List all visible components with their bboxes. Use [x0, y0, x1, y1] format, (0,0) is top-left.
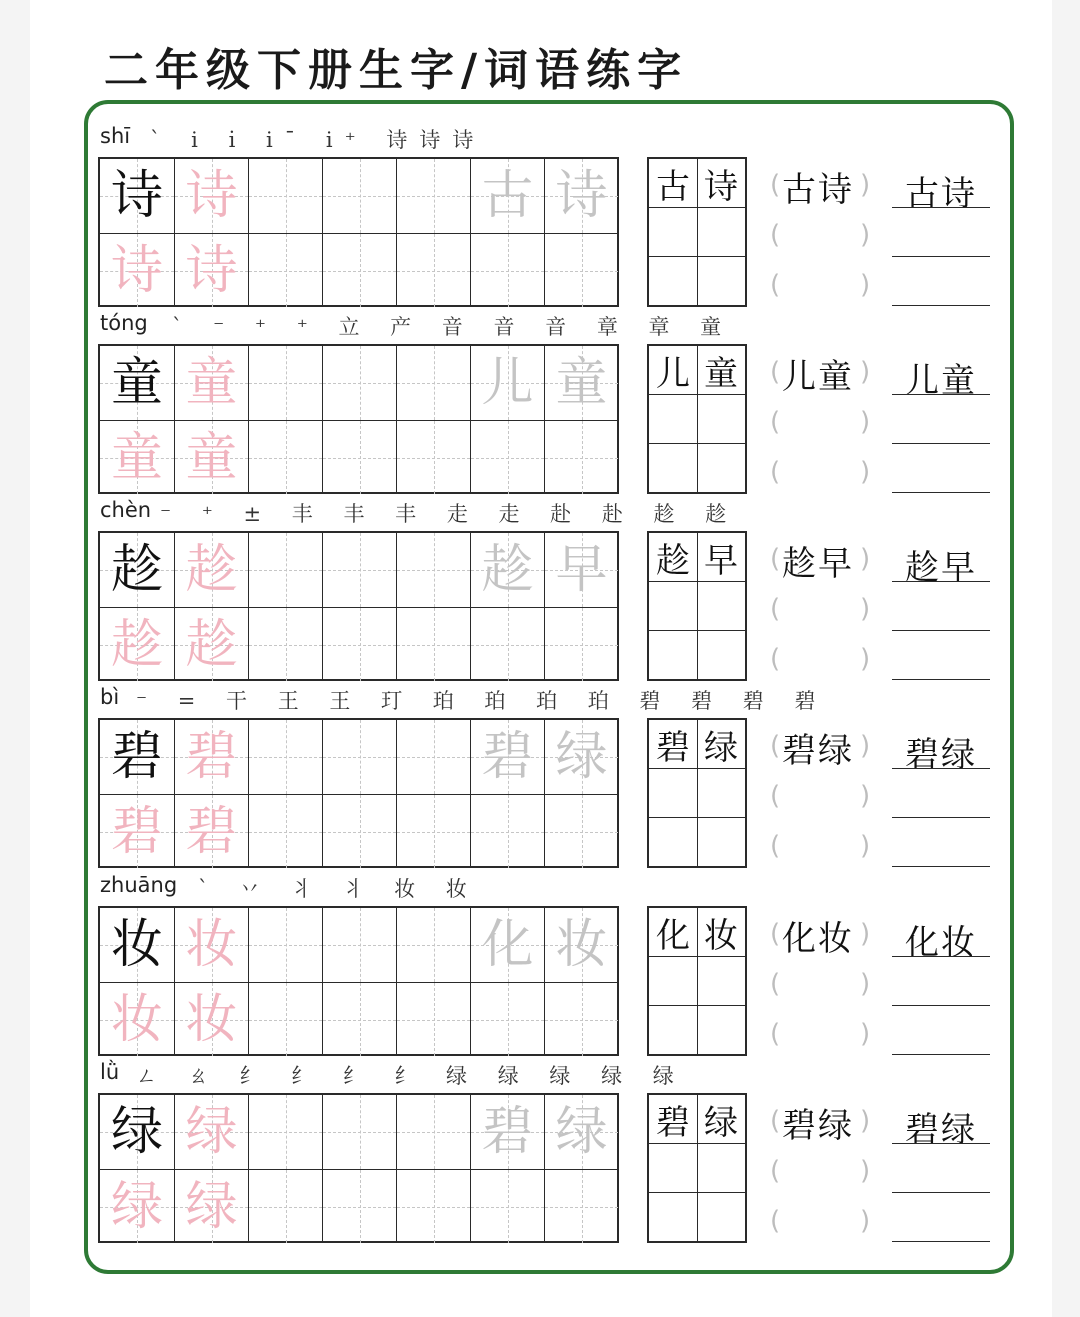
grid-cell[interactable] — [470, 420, 544, 494]
guide-line — [286, 720, 287, 794]
page-title: 二年级下册生字/词语练字 — [104, 45, 689, 96]
bracket-mark: ( — [770, 1206, 781, 1236]
grid-character: 诗 — [555, 166, 608, 226]
grid-cell[interactable] — [544, 1095, 618, 1169]
grid-character: 妆 — [185, 989, 238, 1050]
grid-cell[interactable] — [174, 233, 248, 307]
grid-cell[interactable] — [100, 982, 174, 1056]
guide-line — [434, 1170, 435, 1243]
word-box — [647, 531, 747, 681]
grid-character: 趁 — [110, 540, 163, 600]
grid-cell[interactable] — [248, 533, 322, 607]
guide-line — [582, 795, 583, 868]
pinyin-label: shī — [100, 124, 131, 148]
grid-character: 绿 — [185, 1102, 238, 1162]
writing-line[interactable] — [892, 256, 990, 257]
bracket-mark: ) — [860, 407, 871, 437]
guide-line — [508, 983, 509, 1056]
bracket-mark: ( — [770, 357, 781, 387]
bracket-mark: ) — [860, 270, 871, 300]
grid-cell[interactable] — [174, 533, 248, 607]
guide-line — [434, 795, 435, 868]
writing-grid — [98, 1093, 619, 1243]
word-box-divider — [697, 533, 698, 679]
word-box-divider — [649, 1005, 745, 1006]
grid-character: 碧 — [481, 1102, 534, 1162]
guide-line — [582, 608, 583, 681]
bracket-mark: ) — [860, 831, 871, 861]
grid-cell[interactable] — [100, 533, 174, 607]
grid-character: 童 — [555, 353, 608, 413]
bracket-mark: ) — [860, 457, 871, 487]
grid-cell[interactable] — [396, 346, 470, 420]
word-box-divider — [697, 720, 698, 866]
grid-cell[interactable] — [544, 794, 618, 868]
grid-character: 妆 — [110, 989, 163, 1050]
guide-line — [360, 720, 361, 794]
grid-cell[interactable] — [248, 607, 322, 681]
guide-line — [360, 346, 361, 420]
grid-character: 妆 — [555, 915, 608, 975]
writing-line[interactable] — [892, 207, 990, 208]
grid-cell[interactable] — [470, 720, 544, 794]
writing-grid — [98, 157, 619, 307]
grid-cell[interactable] — [248, 346, 322, 420]
guide-line — [434, 908, 435, 982]
word-box — [647, 344, 747, 494]
grid-character: 童 — [185, 353, 238, 413]
word-on-line: 儿童 — [905, 361, 977, 401]
guide-line — [434, 608, 435, 681]
word-box-character: 妆 — [704, 915, 738, 956]
grid-cell[interactable] — [100, 159, 174, 233]
bracket-mark: ( — [770, 220, 781, 250]
word-on-line: 碧绿 — [905, 735, 977, 775]
guide-line — [582, 1170, 583, 1243]
guide-line — [286, 608, 287, 681]
stroke-order: ⁻ ⁺ ± 丰 丰 丰 走 走 赴 赴 趁 趁 — [160, 502, 739, 526]
grid-cell[interactable] — [100, 233, 174, 307]
grid-cell[interactable] — [248, 1169, 322, 1243]
character-entry — [0, 486, 1080, 673]
word-on-line: 化妆 — [905, 923, 977, 963]
guide-line — [360, 533, 361, 607]
word-in-brackets: 碧绿 — [782, 731, 854, 771]
character-entry — [0, 299, 1080, 486]
grid-character: 童 — [185, 427, 238, 488]
grid-character: 绿 — [555, 727, 608, 787]
word-box-character: 古 — [656, 166, 690, 207]
bracket-mark: ) — [860, 357, 871, 387]
writing-grid — [98, 344, 619, 494]
grid-cell[interactable] — [322, 982, 396, 1056]
bracket-mark: ( — [770, 831, 781, 861]
grid-cell[interactable] — [100, 794, 174, 868]
grid-cell[interactable] — [322, 794, 396, 868]
bracket-mark: ) — [860, 220, 871, 250]
writing-line[interactable] — [892, 1241, 990, 1242]
grid-character: 诗 — [110, 240, 163, 301]
guide-line — [360, 983, 361, 1056]
word-box-character: 趁 — [656, 540, 690, 581]
word-box-character: 碧 — [656, 1102, 690, 1143]
guide-line — [286, 908, 287, 982]
writing-line[interactable] — [892, 817, 990, 818]
grid-cell[interactable] — [396, 233, 470, 307]
bracket-mark: ( — [770, 270, 781, 300]
word-box-divider — [649, 394, 745, 395]
grid-cell[interactable] — [396, 794, 470, 868]
word-box-divider — [697, 1095, 698, 1241]
guide-line — [360, 795, 361, 868]
writing-line[interactable] — [892, 768, 990, 769]
grid-cell[interactable] — [100, 607, 174, 681]
bracket-mark: ( — [770, 544, 781, 574]
word-box-divider — [649, 1192, 745, 1193]
grid-cell[interactable] — [396, 1169, 470, 1243]
grid-character: 诗 — [110, 166, 163, 226]
bracket-mark: ) — [860, 1156, 871, 1186]
guide-line — [508, 608, 509, 681]
word-box-character: 儿 — [656, 353, 690, 394]
word-in-brackets: 儿童 — [782, 357, 854, 397]
grid-character: 诗 — [185, 166, 238, 226]
stroke-order: ` 丷 丬 丬 妆 妆 — [198, 877, 479, 901]
guide-line — [434, 983, 435, 1056]
guide-line — [360, 908, 361, 982]
grid-cell[interactable] — [248, 159, 322, 233]
character-entry — [0, 112, 1080, 299]
word-box-divider — [649, 956, 745, 957]
grid-cell[interactable] — [396, 533, 470, 607]
grid-character: 趁 — [110, 614, 163, 675]
writing-grid — [98, 718, 619, 868]
word-on-line: 碧绿 — [905, 1110, 977, 1150]
grid-cell[interactable] — [470, 159, 544, 233]
grid-cell[interactable] — [322, 233, 396, 307]
grid-cell[interactable] — [470, 1095, 544, 1169]
grid-cell[interactable] — [174, 794, 248, 868]
word-box-divider — [649, 207, 745, 208]
writing-line[interactable] — [892, 1192, 990, 1193]
word-in-brackets: 化妆 — [782, 919, 854, 959]
pinyin-label: chèn — [100, 498, 152, 522]
bracket-mark: ) — [860, 594, 871, 624]
grid-cell[interactable] — [470, 794, 544, 868]
bracket-mark: ) — [860, 781, 871, 811]
character-entry — [0, 673, 1080, 860]
stroke-order: ` i i̇ iˉ i⁺ 诗诗诗 — [150, 128, 486, 152]
guide-line — [434, 720, 435, 794]
grid-cell[interactable] — [174, 908, 248, 982]
grid-character: 碧 — [110, 727, 163, 787]
grid-cell[interactable] — [396, 982, 470, 1056]
pinyin-label: tóng — [100, 311, 148, 335]
character-entry — [0, 1048, 1080, 1235]
guide-line — [360, 608, 361, 681]
word-box — [647, 718, 747, 868]
word-in-brackets: 碧绿 — [782, 1106, 854, 1146]
bracket-mark: ( — [770, 457, 781, 487]
word-box-divider — [649, 581, 745, 582]
grid-cell[interactable] — [248, 908, 322, 982]
writing-line[interactable] — [892, 1143, 990, 1144]
guide-line — [582, 421, 583, 494]
grid-character: 绿 — [110, 1176, 163, 1237]
grid-cell[interactable] — [174, 159, 248, 233]
grid-cell[interactable] — [174, 420, 248, 494]
pinyin-label: bì — [100, 685, 120, 709]
grid-cell[interactable] — [544, 533, 618, 607]
guide-line — [434, 234, 435, 307]
bracket-mark: ( — [770, 170, 781, 200]
grid-character: 碧 — [185, 801, 238, 862]
grid-cell[interactable] — [100, 1169, 174, 1243]
guide-line — [434, 159, 435, 233]
grid-character: 绿 — [555, 1102, 608, 1162]
guide-line — [360, 421, 361, 494]
grid-character: 童 — [110, 353, 163, 413]
guide-line — [286, 421, 287, 494]
word-box-divider — [697, 908, 698, 1054]
guide-line — [286, 234, 287, 307]
bracket-mark: ( — [770, 407, 781, 437]
writing-grid — [98, 906, 619, 1056]
grid-cell[interactable] — [100, 346, 174, 420]
word-box — [647, 157, 747, 307]
grid-cell[interactable] — [322, 720, 396, 794]
bracket-mark: ) — [860, 919, 871, 949]
grid-cell[interactable] — [174, 720, 248, 794]
grid-cell[interactable] — [470, 908, 544, 982]
word-box-character: 绿 — [704, 727, 738, 768]
word-box-character: 童 — [704, 353, 738, 394]
word-box-divider — [649, 630, 745, 631]
guide-line — [360, 1170, 361, 1243]
grid-character: 儿 — [481, 353, 534, 413]
grid-cell[interactable] — [396, 159, 470, 233]
grid-character: 早 — [555, 540, 608, 600]
guide-line — [508, 234, 509, 307]
word-box-character: 碧 — [656, 727, 690, 768]
grid-cell[interactable] — [248, 794, 322, 868]
word-box-character: 诗 — [704, 166, 738, 207]
grid-character: 童 — [110, 427, 163, 488]
guide-line — [360, 159, 361, 233]
grid-cell[interactable] — [100, 908, 174, 982]
bracket-mark: ( — [770, 1106, 781, 1136]
stroke-order: ㄥ ㄠ 纟 纟 纟 纟 绿 绿 绿 绿 绿 — [136, 1064, 686, 1088]
bracket-mark: ) — [860, 644, 871, 674]
stroke-order: ` ⁻ ⁺ ⁺ 立 产 音 音 音 章 章 童 — [172, 315, 734, 339]
guide-line — [286, 533, 287, 607]
bracket-mark: ) — [860, 1106, 871, 1136]
writing-line[interactable] — [892, 581, 990, 582]
grid-cell[interactable] — [470, 346, 544, 420]
word-box-divider — [649, 1143, 745, 1144]
grid-character: 绿 — [185, 1176, 238, 1237]
grid-character: 古 — [481, 166, 534, 226]
word-box-divider — [649, 256, 745, 257]
writing-line[interactable] — [892, 394, 990, 395]
grid-cell[interactable] — [396, 908, 470, 982]
grid-cell[interactable] — [544, 159, 618, 233]
grid-cell[interactable] — [100, 420, 174, 494]
guide-line — [360, 234, 361, 307]
grid-cell[interactable] — [544, 1169, 618, 1243]
guide-line — [508, 795, 509, 868]
word-on-line: 趁早 — [905, 548, 977, 588]
word-box-divider — [697, 346, 698, 492]
grid-cell[interactable] — [174, 1095, 248, 1169]
bracket-mark: ) — [860, 1019, 871, 1049]
grid-cell[interactable] — [470, 1169, 544, 1243]
word-box-character: 绿 — [704, 1102, 738, 1143]
grid-cell[interactable] — [248, 1095, 322, 1169]
grid-character: 诗 — [185, 240, 238, 301]
word-box-character: 早 — [704, 540, 738, 581]
grid-cell[interactable] — [174, 346, 248, 420]
guide-line — [582, 983, 583, 1056]
grid-cell[interactable] — [322, 1169, 396, 1243]
grid-cell[interactable] — [100, 1095, 174, 1169]
character-entry — [0, 861, 1080, 1048]
grid-cell[interactable] — [544, 908, 618, 982]
bracket-mark: ) — [860, 1206, 871, 1236]
grid-cell[interactable] — [470, 982, 544, 1056]
grid-cell[interactable] — [544, 420, 618, 494]
grid-cell[interactable] — [248, 720, 322, 794]
grid-cell[interactable] — [544, 607, 618, 681]
grid-cell[interactable] — [248, 982, 322, 1056]
grid-cell[interactable] — [322, 159, 396, 233]
bracket-mark: ( — [770, 969, 781, 999]
grid-cell[interactable] — [470, 607, 544, 681]
guide-line — [434, 421, 435, 494]
grid-cell[interactable] — [396, 607, 470, 681]
guide-line — [286, 1095, 287, 1169]
grid-cell[interactable] — [174, 1169, 248, 1243]
pinyin-label: zhuāng — [100, 873, 178, 897]
bracket-mark: ( — [770, 594, 781, 624]
grid-cell[interactable] — [396, 1095, 470, 1169]
grid-cell[interactable] — [544, 233, 618, 307]
guide-line — [582, 234, 583, 307]
guide-line — [434, 533, 435, 607]
grid-character: 妆 — [185, 915, 238, 975]
bracket-mark: ) — [860, 969, 871, 999]
word-box-divider — [649, 443, 745, 444]
word-box — [647, 906, 747, 1056]
bracket-mark: ( — [770, 731, 781, 761]
word-box-divider — [697, 159, 698, 305]
bracket-mark: ) — [860, 170, 871, 200]
grid-cell[interactable] — [396, 720, 470, 794]
grid-cell[interactable] — [174, 607, 248, 681]
bracket-mark: ) — [860, 731, 871, 761]
bracket-mark: ( — [770, 1156, 781, 1186]
grid-character: 趁 — [185, 540, 238, 600]
word-box — [647, 1093, 747, 1243]
grid-cell[interactable] — [248, 420, 322, 494]
writing-line[interactable] — [892, 956, 990, 957]
writing-line[interactable] — [892, 443, 990, 444]
bracket-mark: ( — [770, 644, 781, 674]
word-box-divider — [649, 768, 745, 769]
pinyin-label: lǜ — [100, 1060, 120, 1084]
writing-line[interactable] — [892, 630, 990, 631]
grid-cell[interactable] — [322, 533, 396, 607]
grid-cell[interactable] — [322, 420, 396, 494]
grid-cell[interactable] — [544, 982, 618, 1056]
guide-line — [286, 1170, 287, 1243]
word-in-brackets: 古诗 — [782, 170, 854, 210]
writing-line[interactable] — [892, 1005, 990, 1006]
writing-grid — [98, 531, 619, 681]
grid-cell[interactable] — [544, 720, 618, 794]
grid-cell[interactable] — [396, 420, 470, 494]
grid-character: 趁 — [481, 540, 534, 600]
guide-line — [286, 795, 287, 868]
grid-character: 碧 — [481, 727, 534, 787]
grid-cell[interactable] — [174, 982, 248, 1056]
guide-line — [286, 159, 287, 233]
grid-character: 绿 — [110, 1102, 163, 1162]
grid-cell[interactable] — [248, 233, 322, 307]
grid-character: 趁 — [185, 614, 238, 675]
guide-line — [286, 983, 287, 1056]
bracket-mark: ( — [770, 781, 781, 811]
bracket-mark: ) — [860, 544, 871, 574]
grid-cell[interactable] — [322, 1095, 396, 1169]
bracket-mark: ( — [770, 1019, 781, 1049]
word-box-character: 化 — [656, 915, 690, 956]
guide-line — [434, 346, 435, 420]
grid-character: 碧 — [110, 801, 163, 862]
guide-line — [434, 1095, 435, 1169]
grid-cell[interactable] — [322, 346, 396, 420]
grid-cell[interactable] — [322, 908, 396, 982]
grid-cell[interactable] — [470, 233, 544, 307]
word-in-brackets: 趁早 — [782, 544, 854, 584]
grid-cell[interactable] — [100, 720, 174, 794]
grid-cell[interactable] — [322, 607, 396, 681]
grid-cell[interactable] — [470, 533, 544, 607]
grid-character: 化 — [481, 915, 534, 975]
grid-character: 碧 — [185, 727, 238, 787]
stroke-order: ⁻ = 干 王 王 玎 珀 珀 珀 珀 碧 碧 碧 碧 — [136, 689, 828, 713]
grid-cell[interactable] — [544, 346, 618, 420]
word-box-divider — [649, 817, 745, 818]
bracket-mark: ( — [770, 919, 781, 949]
grid-character: 妆 — [110, 915, 163, 975]
guide-line — [360, 1095, 361, 1169]
guide-line — [508, 421, 509, 494]
word-on-line: 古诗 — [905, 174, 977, 214]
guide-line — [286, 346, 287, 420]
guide-line — [508, 1170, 509, 1243]
